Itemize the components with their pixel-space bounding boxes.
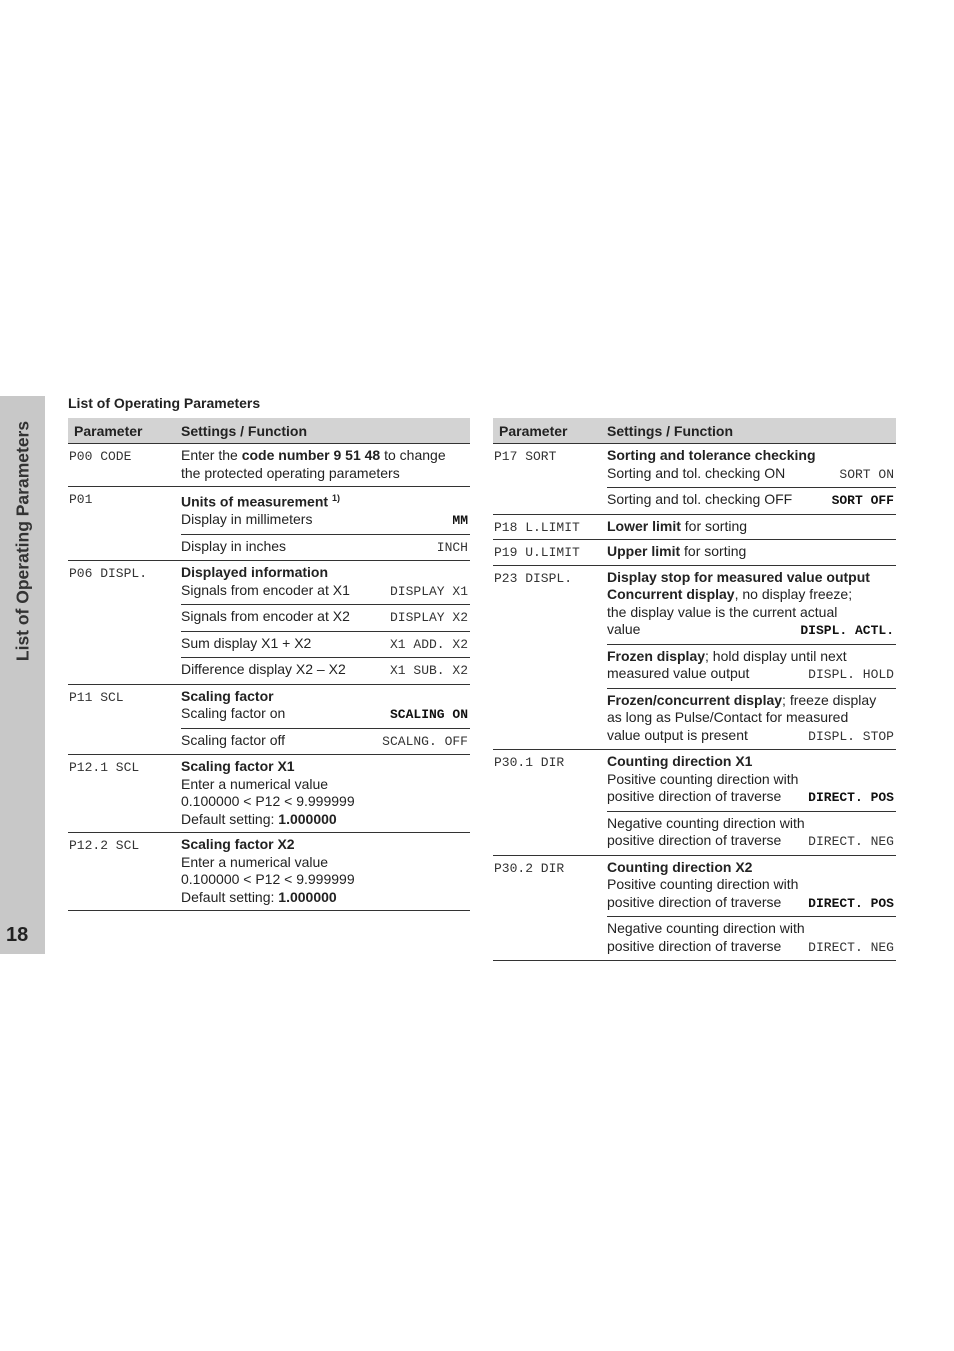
page-number: 18 bbox=[6, 924, 29, 946]
param-row-p19 bbox=[493, 540, 896, 566]
param-row-p30-2 bbox=[493, 856, 896, 962]
param-option: Scaling factor Scaling factor on SCALING ON bbox=[181, 685, 470, 729]
param-code: P30.1 DIR bbox=[494, 755, 565, 770]
header-settings: Settings / Function bbox=[607, 422, 733, 439]
param-option: Difference display X2 – X2 X1 SUB. X2 bbox=[181, 661, 468, 679]
param-option: Sum display X1 + X2 X1 ADD. X2 bbox=[181, 632, 470, 659]
table-header bbox=[68, 418, 470, 444]
param-code: P11 SCL bbox=[69, 689, 124, 705]
sidebar-title: List of Operating Parameters bbox=[12, 420, 32, 662]
param-row-p17 bbox=[493, 444, 896, 515]
param-row-p06 bbox=[68, 561, 470, 685]
param-code: P23 DISPL. bbox=[494, 570, 573, 586]
param-row-p30-1 bbox=[493, 750, 896, 856]
param-function: Lower limit for sorting bbox=[607, 517, 748, 534]
param-code: P00 CODE bbox=[69, 449, 132, 464]
param-option: Frozen/concurrent display; freeze display as long as Pulse/Contact for measured value output is present DISPL. STOP bbox=[607, 691, 894, 744]
header-parameter: Parameter bbox=[74, 422, 143, 439]
param-option: Display in inches INCH bbox=[181, 537, 468, 555]
param-option: Negative counting direction with positive direction of traverse DIRECT. NEG bbox=[607, 920, 894, 955]
param-row-p12-2 bbox=[68, 833, 470, 911]
param-option: Negative counting direction with positive direction of traverse DIRECT. NEG bbox=[607, 814, 894, 849]
param-code: P18 L.LIMIT bbox=[494, 519, 580, 535]
param-code: P12.1 SCL bbox=[69, 760, 140, 776]
param-option: Counting direction X2 Positive counting direction with positive direction of traverse DIRECT. POS bbox=[607, 856, 896, 918]
param-code: P17 SORT bbox=[494, 449, 557, 464]
param-function: Scaling factor X1 Enter a numerical value 0.100000 < P12 < 9.999999 Default setting: 1.000000 bbox=[181, 758, 355, 827]
param-code: P19 U.LIMIT bbox=[494, 545, 580, 560]
param-option: Display stop for measured value output Concurrent display, no display freeze; the display value is the current actual value DISPL. ACTL. bbox=[607, 566, 896, 645]
param-option: Scaling factor off SCALNG. OFF bbox=[181, 731, 468, 749]
header-settings: Settings / Function bbox=[181, 422, 307, 439]
param-code: P30.2 DIR bbox=[494, 860, 565, 876]
param-code: P06 DISPL. bbox=[69, 566, 148, 582]
param-code: P01 bbox=[69, 492, 93, 507]
param-function: Upper limit for sorting bbox=[607, 543, 747, 559]
param-option: Sorting and tolerance checking Sorting and tol. checking ON SORT ON bbox=[607, 444, 896, 488]
header-parameter: Parameter bbox=[499, 422, 568, 439]
param-row-p23 bbox=[493, 566, 896, 751]
param-option: Counting direction X1 Positive counting direction with positive direction of traverse DIRECT. POS bbox=[607, 750, 896, 812]
param-function: Enter the code number 9 51 48 to change the protected operating parameters bbox=[181, 447, 446, 481]
param-row-p18 bbox=[493, 515, 896, 541]
param-option: Sorting and tol. checking OFF SORT OFF bbox=[607, 491, 894, 508]
section-title: List of Operating Parameters bbox=[68, 395, 261, 411]
param-function: Scaling factor X2 Enter a numerical value 0.100000 < P12 < 9.999999 Default setting: 1.000000 bbox=[181, 836, 355, 905]
param-option: Frozen display; hold display until next measured value output DISPL. HOLD bbox=[607, 645, 896, 689]
param-option: Signals from encoder at X2 DISPLAY X2 bbox=[181, 605, 470, 632]
param-code: P12.2 SCL bbox=[69, 838, 140, 854]
table-header bbox=[493, 418, 896, 444]
param-row-p01 bbox=[68, 487, 470, 561]
param-row-p11 bbox=[68, 685, 470, 756]
param-option: Units of measurement $^{1)}$ Display in millimeters MM bbox=[181, 487, 470, 535]
parameter-table-left bbox=[68, 418, 470, 911]
param-row-p00 bbox=[68, 444, 470, 487]
param-option: Displayed information Signals from encoder at X1 DISPLAY X1 bbox=[181, 561, 470, 605]
param-row-p12-1 bbox=[68, 755, 470, 833]
parameter-table-right bbox=[493, 418, 896, 961]
